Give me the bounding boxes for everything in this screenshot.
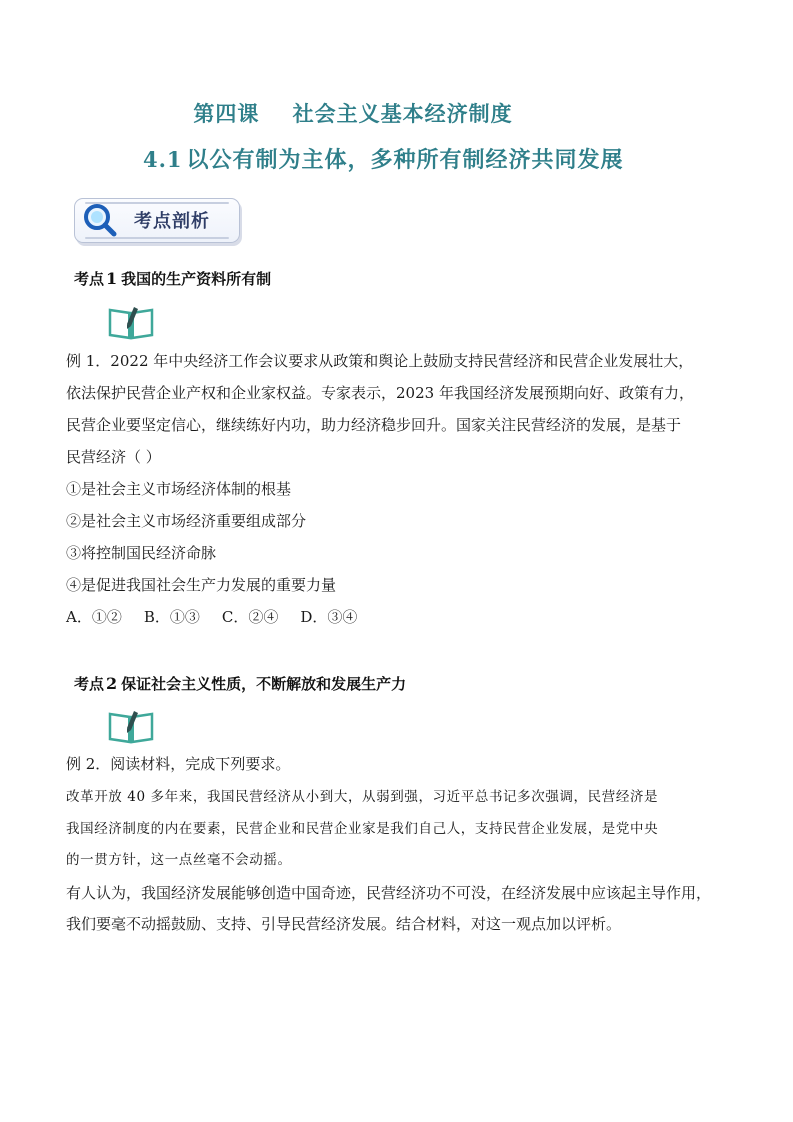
book-pen-icon — [107, 708, 155, 744]
material-line: 改革开放 40 多年来，我国民营经济从小到大，从弱到强，习近平总书记多次强调，民营经济是 — [66, 789, 659, 805]
lesson-title: 第四课 社会主义基本经济制度 — [193, 102, 513, 126]
banner-label: 考点剖析 — [134, 211, 210, 232]
statement-3: ③将控制国民经济命脉 — [66, 544, 217, 562]
analysis-banner — [74, 198, 240, 243]
statement-4: ④是促进我国社会生产力发展的重要力量 — [66, 576, 337, 594]
question-line: 我们要毫不动摇鼓励、支持、引导民营经济发展。结合材料，对这一观点加以评析。 — [66, 915, 622, 933]
kaodian-2-prefix: 考点 — [74, 675, 105, 693]
section-number: 4.1 — [143, 147, 183, 172]
option-a[interactable]: A．①② — [66, 608, 122, 626]
material-line: 的一贯方针，这一点丝毫不会动摇。 — [66, 852, 292, 868]
kaodian-2-title: 保证社会主义性质，不断解放和发展生产力 — [121, 675, 407, 693]
kaodian-1-title: 我国的生产资料所有制 — [121, 270, 272, 288]
kaodian-1-heading — [74, 268, 271, 289]
example-1-line: 例 1．2022 年中央经济工作会议要求从政策和舆论上鼓励支持民营经济和民营企业发展壮大， — [66, 352, 694, 370]
statement-1: ①是社会主义市场经济体制的根基 — [66, 480, 292, 498]
option-d[interactable]: D．③④ — [300, 608, 358, 626]
section-subtitle — [143, 143, 624, 174]
material-line: 我国经济制度的内在要素，民营企业和民营企业家是我们自己人，支持民营企业发展，是党中央 — [66, 821, 659, 837]
example-1-line: 民营经济（ ） — [66, 448, 161, 466]
kaodian-2-number: 2 — [106, 674, 118, 693]
magnifier-icon — [82, 202, 118, 238]
kaodian-2-heading — [74, 673, 406, 694]
example-2-intro: 例 2．阅读材料，完成下列要求。 — [66, 755, 291, 773]
statement-2: ②是社会主义市场经济重要组成部分 — [66, 512, 307, 530]
kaodian-1-prefix: 考点 — [74, 270, 105, 288]
section-subtitle-text: 以公有制为主体，多种所有制经济共同发展 — [186, 148, 624, 173]
kaodian-1-number: 1 — [106, 269, 118, 288]
book-pen-icon — [107, 304, 155, 340]
question-line: 有人认为，我国经济发展能够创造中国奇迹，民营经济功不可没，在经济发展中应该起主导作用， — [66, 884, 712, 902]
example-1-line: 民营企业要坚定信心，继续练好内功，助力经济稳步回升。国家关注民营经济的发展，是基于 — [66, 416, 682, 434]
example-1-line: 依法保护民营企业产权和企业家权益。专家表示，2023 年我国经济发展预期向好、政策有力， — [66, 384, 694, 402]
option-c[interactable]: C．②④ — [221, 608, 279, 626]
option-b[interactable]: B．①③ — [143, 608, 200, 626]
answer-options — [66, 607, 379, 627]
